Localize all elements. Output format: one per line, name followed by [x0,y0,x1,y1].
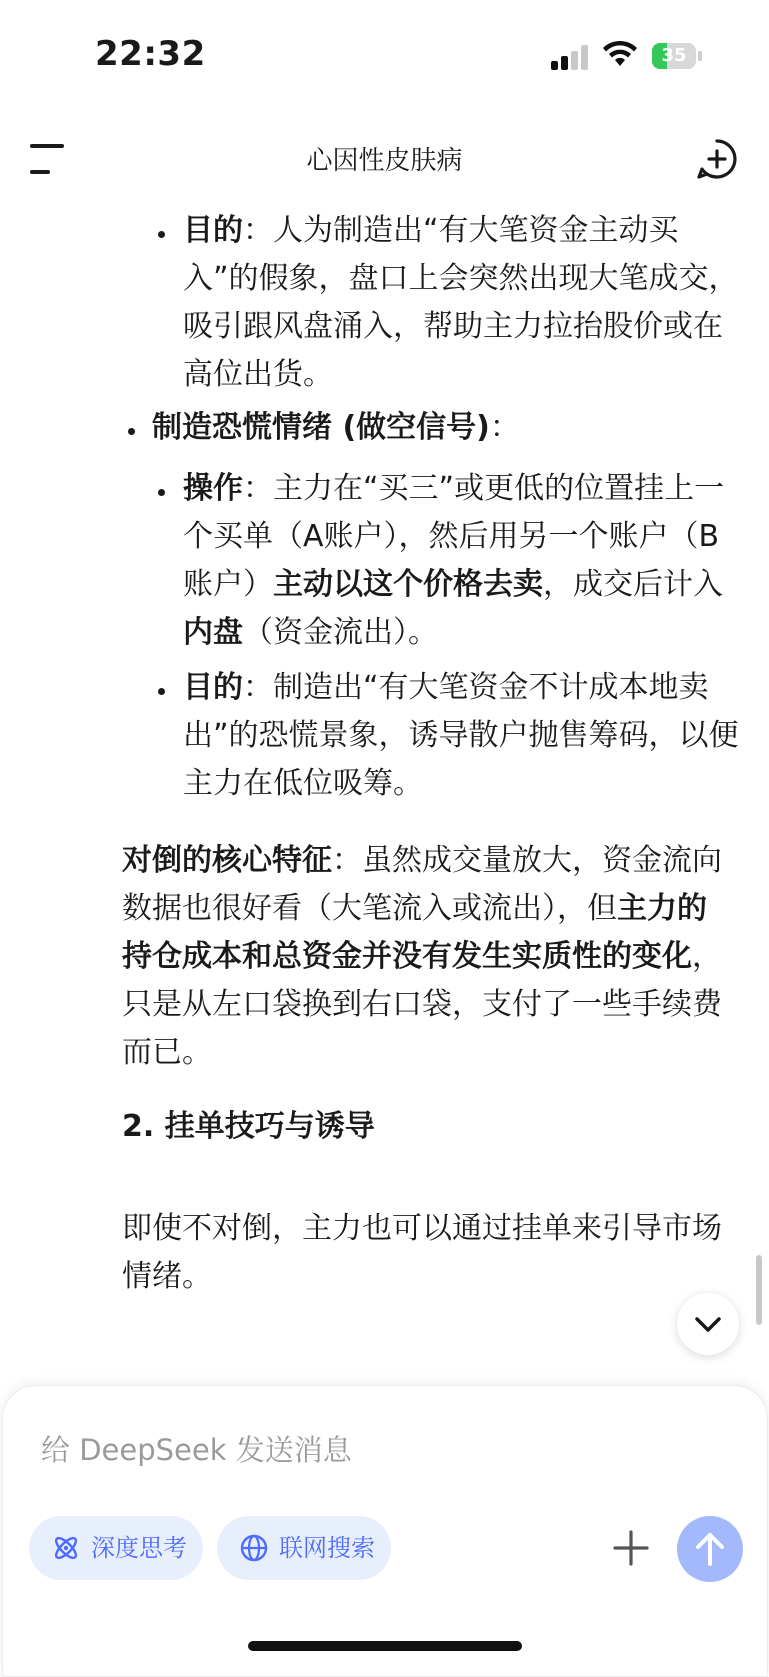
scroll-to-bottom-button[interactable] [677,1293,739,1355]
purpose-label: 目的 [183,213,243,248]
send-button[interactable] [677,1516,743,1582]
deep-think-label: 深度思考 [91,1534,187,1562]
status-time: 22:32 [95,34,206,74]
scrollbar-thumb[interactable] [756,1255,762,1325]
attach-plus-icon[interactable] [609,1526,653,1570]
conversation-title: 心因性皮肤病 [306,146,463,176]
battery-percent: 35 [661,45,687,66]
intro-paragraph: 即使不对倒，主力也可以通过挂单来引导市场情绪。 [122,1211,722,1294]
purpose-label: 目的 [183,670,243,705]
bullet-marker [158,231,165,238]
web-search-label: 联网搜索 [279,1534,375,1562]
list-item-operation: 操作：主力在“买三”或更低的位置挂上一个买单（A账户），然后用另一个账户（B账户）主动以这个价格去卖，成交后计入内盘（资金流出）。 [183,471,725,650]
atom-icon [51,1533,81,1563]
operation-label: 操作 [183,471,243,506]
status-bar [0,0,769,110]
message-content [0,205,769,1385]
chevron-down-icon [677,1293,739,1355]
list-item-purpose-1 [183,207,739,399]
arrow-up-icon [677,1516,743,1582]
home-indicator [248,1641,522,1651]
purpose-text: ：人为制造出“有大笔资金主动买入”的假象，盘口上会突然出现大笔成交，吸引跟风盘涌入，帮助主力拉抬股价或在高位出货。 [183,213,739,392]
new-chat-icon[interactable] [696,138,738,180]
wifi-icon [602,40,638,68]
bullet-marker [158,688,165,695]
section-heading: 2. 挂单技巧与诱导 [122,1109,375,1144]
web-search-button[interactable] [217,1516,391,1580]
globe-icon [239,1533,269,1563]
top-bar [0,118,769,198]
deep-think-button[interactable] [29,1516,203,1580]
bullet-marker [158,489,165,496]
list-item-panic: 制造恐慌情绪 (做空信号)： [152,410,520,445]
message-input[interactable]: 给 DeepSeek 发送消息 [41,1433,352,1467]
message-composer [2,1385,768,1677]
purpose-text: ：制造出“有大笔资金不计成本地卖出”的恐慌景象，诱导散户抛售筹码，以便主力在低位吸筹。 [183,670,739,801]
summary-paragraph: 对倒的核心特征：虽然成交量放大，资金流向数据也很好看（大笔流入或流出），但主力的持仓成本和总资金并没有发生实质性的变化，只是从左口袋换到右口袋，支付了一些手续费而已。 [122,843,722,1070]
list-item-purpose-2 [183,664,739,808]
battery-icon [652,43,702,69]
panic-heading: 制造恐慌情绪 (做空信号) [152,410,490,445]
bullet-marker [128,428,135,435]
cellular-signal-icon [551,44,591,70]
